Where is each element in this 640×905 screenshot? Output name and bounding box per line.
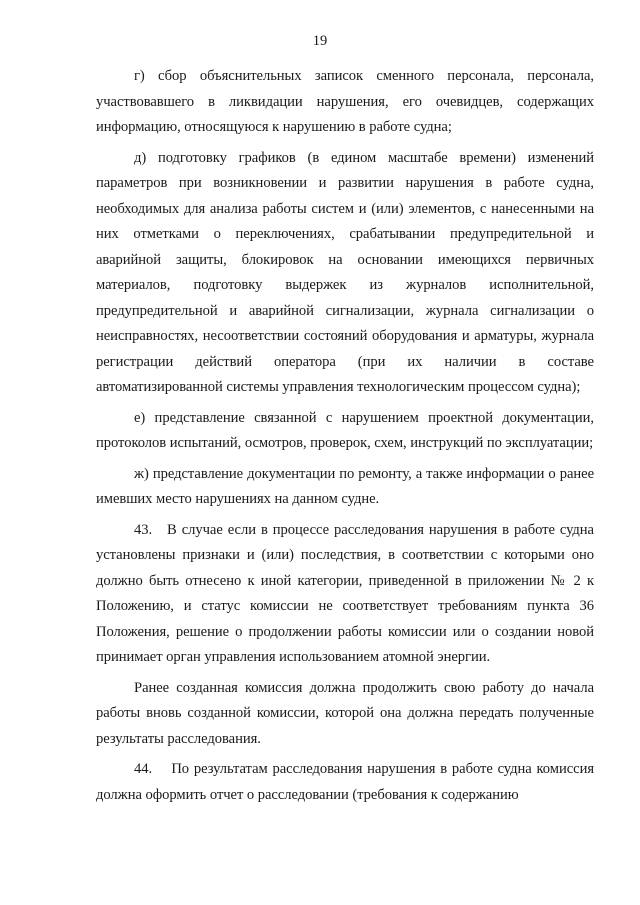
document-body bbox=[96, 64, 598, 813]
paragraph-clause-43-continuation: Ранее созданная комиссия должна продолжить свою работу до начала работы вновь созданной комиссии, которой она должна передать полученные результаты расследования. bbox=[96, 679, 594, 747]
page-number: 19 bbox=[312, 33, 328, 49]
paragraph-clause-43: 43. В случае если в процессе расследования нарушения в работе судна установлены признаки и (или) последствия, в соответствии с которыми оно должно быть отнесено к иной категории, приведенной в приложении № 2 к Положению, и статус комиссии не соответствует требованиям пункта 36 Положения, решение о продолжении работы комиссии или о создании новой принимает орган управления использованием атомной энергии. bbox=[96, 521, 598, 665]
paragraph-item-d: д) подготовку графиков (в едином масштабе времени) изменений параметров при возникновении и развитии нарушения в работе судна, необходимых для анализа работы систем и (или) элементов, с нанесенными на них отметками о переключениях, срабатывании предупредительной и аварийной защиты, блокировок на основании имеющихся первичных материалов, подготовку выдержек из журналов исполнительной, предупредительной и аварийной сигнализации, журнала сигнализации о неисправностях, несоответствии состояний оборудования и арматуры, журнала регистрации действий оператора (при их наличии в составе автоматизированной системы управления технологическим процессом судна); bbox=[96, 149, 594, 395]
paragraph-item-e: е) представление связанной с нарушением проектной документации, протоколов испытаний, осмотров, проверок, схем, инструкций по эксплуатации; bbox=[96, 409, 594, 451]
paragraph-item-g: г) сбор объяснительных записок сменного персонала, персонала, участвовавшего в ликвидации нарушения, его очевидцев, содержащих информацию, относящуюся к нарушению в работе судна; bbox=[96, 68, 594, 135]
paragraph-item-zh: ж) представление документации по ремонту, а также информации о ранее имевших место нарушениях на данном судне. bbox=[96, 465, 594, 507]
paragraph-clause-44: 44. По результатам расследования нарушения в работе судна комиссия должна оформить отчет о расследовании (требования к содержанию bbox=[96, 761, 598, 803]
